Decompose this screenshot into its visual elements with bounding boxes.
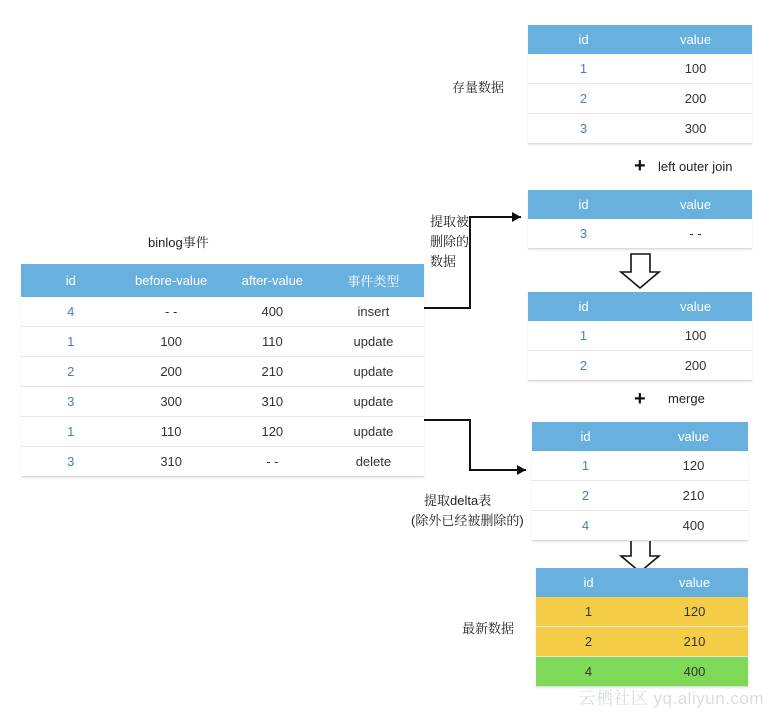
label-extract-deleted-line1: 提取被 [430,214,470,229]
cell-value: 200 [639,351,752,381]
table-row [528,351,752,381]
remaining-stock-table [528,292,752,381]
cell-id: 2 [528,351,639,381]
cell-id: 3 [21,447,121,477]
cell-event-type: update [323,417,424,447]
cell-after-value: 400 [222,297,323,327]
cell-id: 4 [536,657,641,687]
table-row [528,219,752,249]
cell-before-value: 300 [121,387,222,417]
table-row [528,84,752,114]
cell-before-value: - - [121,297,222,327]
latest-data-table [536,568,748,687]
cell-before-value: 110 [121,417,222,447]
label-latest-data: 最新数据 [462,621,515,636]
label-extract-delta-line2: (除外已经被删除的) [411,513,524,528]
column-header-id: id [528,25,639,54]
cell-event-type: update [323,387,424,417]
cell-value: 210 [639,481,748,511]
cell-after-value: 210 [222,357,323,387]
cell-value: 400 [641,657,748,687]
table-row [536,657,748,687]
cell-id: 3 [21,387,121,417]
label-left-outer-join: left outer join [658,159,733,174]
column-header-id: id [536,568,641,597]
table-row [532,511,748,541]
cell-event-type: update [323,327,424,357]
table-header-row [532,422,748,451]
table-row [532,451,748,481]
cell-value: 100 [639,321,752,351]
column-header-id: id [21,264,121,297]
cell-event-type: insert [323,297,424,327]
table-header-row [21,264,424,297]
table-row [536,627,748,657]
cell-after-value: 310 [222,387,323,417]
label-stock-data: 存量数据 [452,80,505,95]
label-binlog-events: binlog事件 [148,235,209,250]
deleted-rows-table [528,190,752,249]
table-header-row [528,190,752,219]
label-extract-delta-line1: 提取delta表 [424,493,492,508]
cell-id: 1 [536,597,641,627]
cell-id: 1 [21,417,121,447]
delta-table [532,422,748,541]
cell-id: 1 [528,54,639,84]
label-extract-deleted-line2: 删除的 [430,234,470,249]
column-header-id: id [528,190,639,219]
column-header-after-value: after-value [222,264,323,297]
cell-id: 1 [528,321,639,351]
label-merge: merge [668,391,705,406]
cell-before-value: 200 [121,357,222,387]
cell-after-value: 120 [222,417,323,447]
cell-id: 3 [528,219,639,249]
column-header-value: value [639,292,752,321]
table-row [21,447,424,477]
stock-data-table [528,25,752,144]
cell-value: 120 [641,597,748,627]
cell-id: 1 [21,327,121,357]
table-row [528,114,752,144]
cell-id: 2 [21,357,121,387]
cell-id: 3 [528,114,639,144]
column-header-event-type: 事件类型 [323,264,424,297]
cell-value: 120 [639,451,748,481]
cell-value: 400 [639,511,748,541]
cell-before-value: 310 [121,447,222,477]
column-header-id: id [528,292,639,321]
label-extract-deleted-line3: 数据 [430,254,457,269]
cell-id: 4 [21,297,121,327]
cell-id: 2 [532,481,639,511]
column-header-value: value [639,422,748,451]
table-header-row [528,25,752,54]
column-header-value: value [641,568,748,597]
column-header-id: id [532,422,639,451]
cell-before-value: 100 [121,327,222,357]
table-header-row [528,292,752,321]
table-row [21,297,424,327]
table-row [536,597,748,627]
table-row [528,321,752,351]
table-row [528,54,752,84]
cell-value: 200 [639,84,752,114]
table-header-row [536,568,748,597]
column-header-value: value [639,190,752,219]
table-row [21,417,424,447]
cell-value: 100 [639,54,752,84]
cell-id: 4 [532,511,639,541]
cell-after-value: 110 [222,327,323,357]
cell-value: - - [639,219,752,249]
table-row [532,481,748,511]
cell-event-type: delete [323,447,424,477]
cell-event-type: update [323,357,424,387]
cell-id: 2 [528,84,639,114]
column-header-before-value: before-value [121,264,222,297]
table-row [21,357,424,387]
cell-value: 300 [639,114,752,144]
table-row [21,327,424,357]
watermark: 云栖社区 yq.aliyun.com [578,689,764,708]
cell-id: 2 [536,627,641,657]
cell-id: 1 [532,451,639,481]
cell-after-value: - - [222,447,323,477]
table-row [21,387,424,417]
binlog-events-table [21,264,424,477]
column-header-value: value [639,25,752,54]
plus-sign-join: + [634,155,646,177]
cell-value: 210 [641,627,748,657]
plus-sign-merge: + [634,388,646,410]
